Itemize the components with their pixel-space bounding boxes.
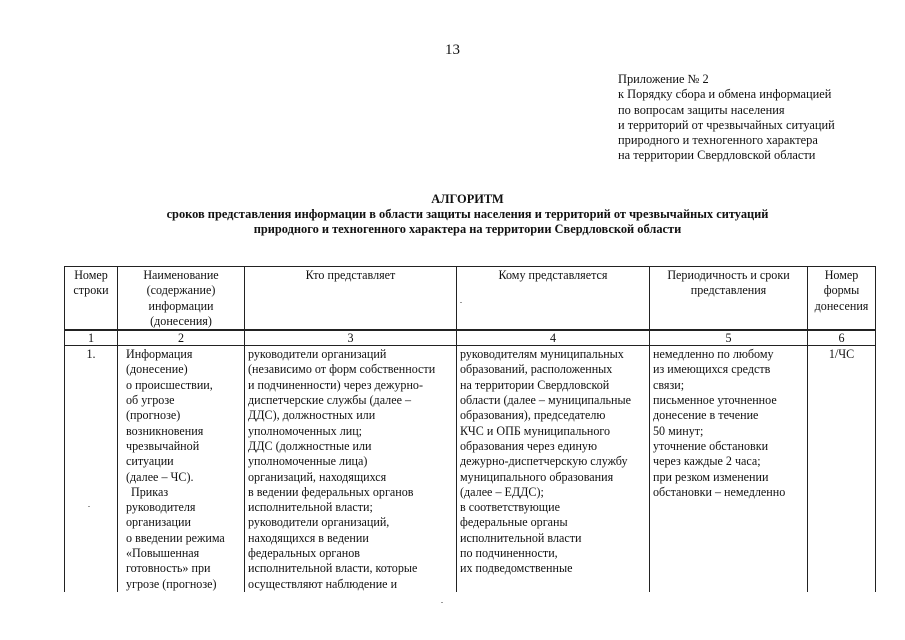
cell-line: образований, расположенных xyxy=(460,362,613,377)
page-number: 13 xyxy=(445,42,460,58)
header-periodicity xyxy=(650,267,808,331)
cell-line: осуществляют наблюдение и xyxy=(248,576,398,591)
heading-main: АЛГОРИТМ xyxy=(431,192,504,206)
scan-speck xyxy=(460,302,462,303)
cell-line: и подчиненности) через дежурно- xyxy=(248,377,424,392)
table-row xyxy=(65,346,876,592)
cell-line: руководители организаций, xyxy=(248,515,390,530)
cell-line: области (далее – муниципальные xyxy=(460,393,632,408)
appendix-note xyxy=(618,72,835,164)
cell-line: Информация xyxy=(126,347,193,362)
cell-line: донесение в течение xyxy=(653,408,759,423)
cell-line: (независимо от форм собственности xyxy=(248,362,436,377)
cell-line: уполномоченные лица) xyxy=(248,454,368,469)
cell-line: на территории Свердловской xyxy=(460,377,610,392)
cell-line: исполнительной власти; xyxy=(248,500,373,515)
column-number: 6 xyxy=(808,330,876,346)
cell-line: уточнение обстановки xyxy=(653,438,769,453)
scan-speck xyxy=(88,506,90,507)
cell-info-name xyxy=(118,346,245,592)
cell-line: связи; xyxy=(653,377,685,392)
cell-line: о введении режима xyxy=(126,530,225,545)
algorithm-table xyxy=(64,266,876,592)
header-text: представления xyxy=(690,283,767,298)
cell-line: (донесение) xyxy=(126,362,188,377)
header-row-number xyxy=(65,267,118,331)
cell-line: диспетчерские службы (далее – xyxy=(248,393,412,408)
cell-line: уполномоченных лиц; xyxy=(248,423,363,438)
cell-periodicity xyxy=(650,346,808,592)
cell-line: через каждые 2 часа; xyxy=(653,454,761,469)
header-text: формы xyxy=(823,283,860,298)
column-number: 4 xyxy=(457,330,650,346)
appendix-line: природного и техногенного характера xyxy=(618,133,818,148)
header-to-whom xyxy=(457,267,650,331)
cell-line: находящихся в ведении xyxy=(248,530,369,545)
cell-line: немедленно по любому xyxy=(653,347,774,362)
document-heading xyxy=(0,192,905,238)
heading-line: сроков представления информации в области защиты населения и территорий от чрезвычайных ситуаций xyxy=(166,207,769,222)
cell-line: руководителя xyxy=(126,500,196,515)
scan-speck xyxy=(441,602,443,603)
cell-line: дежурно-диспетчерскую службу xyxy=(460,454,628,469)
cell-line: чрезвычайной xyxy=(126,438,200,453)
cell-line: по подчиненности, xyxy=(460,546,558,561)
header-text: донесения xyxy=(814,298,869,313)
cell-line: КЧС и ОПБ муниципального xyxy=(460,423,611,438)
cell-line: ДДС), должностных или xyxy=(248,408,376,423)
heading-line: природного и техногенного характера на территории Свердловской области xyxy=(253,222,682,237)
cell-line: (далее – ЕДДС); xyxy=(460,484,544,499)
cell-line: федеральных органов xyxy=(248,546,360,561)
appendix-line: к Порядку сбора и обмена информацией xyxy=(618,87,832,102)
column-number: 1 xyxy=(65,330,118,346)
header-who xyxy=(245,267,457,331)
header-text: строки xyxy=(73,283,109,298)
appendix-line: и территорий от чрезвычайных ситуаций xyxy=(618,117,835,132)
cell-line: возникновения xyxy=(126,423,204,438)
cell-line: (прогнозе) xyxy=(126,408,181,423)
cell-line: об угрозе xyxy=(126,393,175,408)
column-number: 3 xyxy=(245,330,457,346)
header-text: Наименование xyxy=(143,268,219,282)
cell-line: письменное уточненное xyxy=(653,393,777,408)
table-header-row xyxy=(65,267,876,331)
cell-line: в ведении федеральных органов xyxy=(248,484,414,499)
appendix-line: Приложение № 2 xyxy=(618,72,709,86)
cell-line: в соответствующие xyxy=(460,500,560,515)
cell-line: (далее – ЧС). xyxy=(126,469,194,484)
column-number: 2 xyxy=(118,330,245,346)
cell-line: муниципального образования xyxy=(460,469,614,484)
cell-who xyxy=(245,346,457,592)
cell-line: их подведомственные xyxy=(460,561,573,576)
cell-line: о происшествии, xyxy=(126,377,213,392)
cell-line: Приказ xyxy=(131,484,169,499)
cell-line: готовность» при xyxy=(126,561,211,576)
appendix-line: на территории Свердловской области xyxy=(618,148,816,163)
header-text: информации xyxy=(148,298,214,313)
header-text: (содержание) xyxy=(146,283,216,298)
cell-to-whom xyxy=(457,346,650,592)
cell-line: руководителям муниципальных xyxy=(460,347,624,362)
header-text: (донесения) xyxy=(150,313,212,328)
header-info-name xyxy=(118,267,245,331)
row-number: 1. xyxy=(65,346,118,592)
cell-line: образования), председателю xyxy=(460,408,606,423)
header-text: Периодичность и сроки xyxy=(667,268,790,282)
header-form-number xyxy=(808,267,876,331)
cell-line: угрозе (прогнозе) xyxy=(126,576,217,591)
column-number-row xyxy=(65,330,876,346)
cell-line: при резком изменении xyxy=(653,469,769,484)
appendix-line: по вопросам защиты населения xyxy=(618,102,785,117)
cell-line: руководители организаций xyxy=(248,347,387,362)
cell-line: исполнительной власти xyxy=(460,530,582,545)
cell-line: исполнительной власти, которые xyxy=(248,561,418,576)
cell-line: ситуации xyxy=(126,454,174,469)
cell-line: обстановки – немедленно xyxy=(653,484,786,499)
header-text: Кому представляется xyxy=(498,268,608,282)
cell-line: 50 минут; xyxy=(653,423,704,438)
cell-line: ДДС (должностные или xyxy=(248,438,372,453)
header-text: Номер xyxy=(74,268,108,282)
cell-line: организации xyxy=(126,515,191,530)
cell-form-number: 1/ЧС xyxy=(808,346,876,592)
cell-line: организаций, находящихся xyxy=(248,469,387,484)
cell-line: из имеющихся средств xyxy=(653,362,771,377)
cell-line: образования через единую xyxy=(460,438,598,453)
header-text: Кто представляет xyxy=(305,268,396,282)
cell-line: «Повышенная xyxy=(126,546,200,561)
header-text: Номер xyxy=(824,268,859,282)
cell-line: федеральные органы xyxy=(460,515,568,530)
column-number: 5 xyxy=(650,330,808,346)
